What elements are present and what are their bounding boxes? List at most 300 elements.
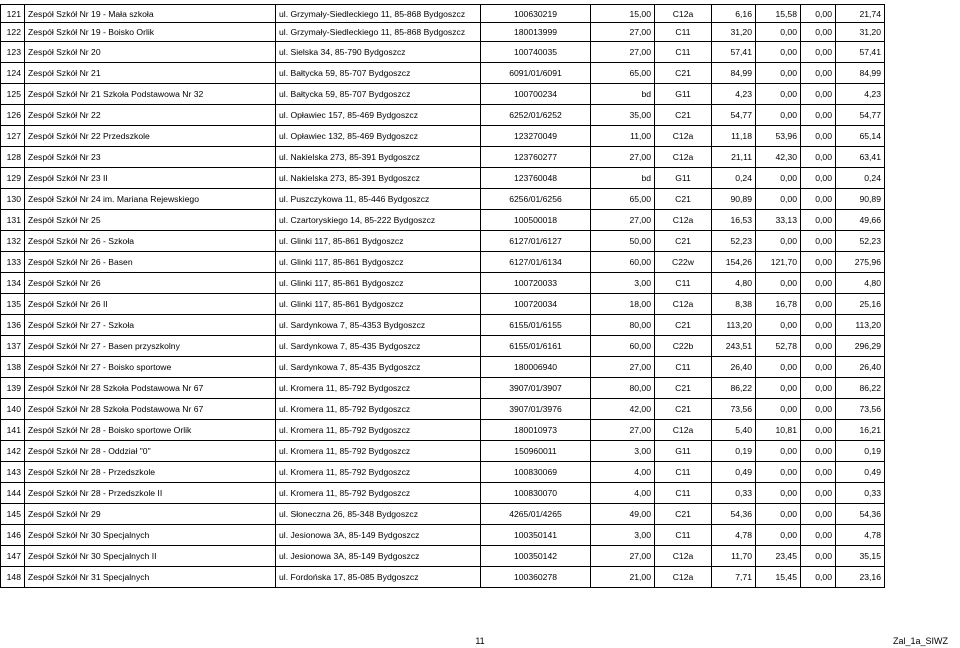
cell-meter: 123270049	[480, 126, 590, 146]
cell-power: 27,00	[590, 420, 654, 440]
cell-val3: 0,00	[800, 42, 835, 62]
cell-meter: 100830069	[480, 462, 590, 482]
cell-meter: 6256/01/6256	[480, 189, 590, 209]
cell-name: Zespół Szkół Nr 31 Specjalnych	[24, 567, 275, 587]
cell-meter: 4265/01/4265	[480, 504, 590, 524]
cell-power: bd	[590, 168, 654, 188]
cell-val3: 0,00	[800, 126, 835, 146]
cell-val2: 0,00	[755, 189, 800, 209]
cell-val1: 8,38	[711, 294, 755, 314]
cell-meter: 100500018	[480, 210, 590, 230]
cell-address: ul. Czartoryskiego 14, 85-222 Bydgoszcz	[275, 210, 480, 230]
cell-tariff: C11	[654, 462, 711, 482]
cell-val1: 5,40	[711, 420, 755, 440]
cell-val1: 90,89	[711, 189, 755, 209]
cell-meter: 100700234	[480, 84, 590, 104]
table-row	[0, 378, 885, 399]
cell-tariff: C21	[654, 504, 711, 524]
cell-val2: 52,78	[755, 336, 800, 356]
table-row	[0, 84, 885, 105]
cell-lp: 140	[0, 399, 24, 419]
table-row	[0, 294, 885, 315]
cell-name: Zespół Szkół Nr 28 - Przedszkole	[24, 462, 275, 482]
cell-meter: 100360278	[480, 567, 590, 587]
cell-val3: 0,00	[800, 231, 835, 251]
cell-power: 50,00	[590, 231, 654, 251]
cell-val2: 23,45	[755, 546, 800, 566]
table-row	[0, 4, 885, 23]
cell-address: ul. Glinki 117, 85-861 Bydgoszcz	[275, 252, 480, 272]
cell-val2: 0,00	[755, 399, 800, 419]
cell-address: ul. Kromera 11, 85-792 Bydgoszcz	[275, 462, 480, 482]
cell-meter: 6155/01/6155	[480, 315, 590, 335]
table-row	[0, 336, 885, 357]
cell-tariff: C22b	[654, 336, 711, 356]
cell-val1: 52,23	[711, 231, 755, 251]
cell-address: ul. Nakielska 273, 85-391 Bydgoszcz	[275, 168, 480, 188]
cell-lp: 130	[0, 189, 24, 209]
table-row	[0, 210, 885, 231]
cell-lp: 138	[0, 357, 24, 377]
cell-val1: 86,22	[711, 378, 755, 398]
cell-lp: 147	[0, 546, 24, 566]
cell-tariff: C21	[654, 231, 711, 251]
cell-val1: 0,49	[711, 462, 755, 482]
cell-val2: 0,00	[755, 378, 800, 398]
cell-total: 21,74	[835, 5, 885, 22]
cell-power: 3,00	[590, 441, 654, 461]
cell-meter: 150960011	[480, 441, 590, 461]
cell-address: ul. Glinki 117, 85-861 Bydgoszcz	[275, 231, 480, 251]
cell-address: ul. Glinki 117, 85-861 Bydgoszcz	[275, 273, 480, 293]
cell-total: 4,80	[835, 273, 885, 293]
cell-meter: 6252/01/6252	[480, 105, 590, 125]
table-row	[0, 420, 885, 441]
cell-meter: 100720034	[480, 294, 590, 314]
cell-power: 21,00	[590, 567, 654, 587]
cell-address: ul. Fordońska 17, 85-085 Bydgoszcz	[275, 567, 480, 587]
cell-val2: 0,00	[755, 504, 800, 524]
cell-total: 57,41	[835, 42, 885, 62]
page-number: 11	[475, 636, 485, 646]
cell-power: 18,00	[590, 294, 654, 314]
cell-val2: 15,58	[755, 5, 800, 22]
cell-address: ul. Jesionowa 3A, 85-149 Bydgoszcz	[275, 546, 480, 566]
cell-address: ul. Sardynkowa 7, 85-4353 Bydgoszcz	[275, 315, 480, 335]
cell-val2: 0,00	[755, 231, 800, 251]
cell-power: bd	[590, 84, 654, 104]
cell-lp: 134	[0, 273, 24, 293]
cell-lp: 143	[0, 462, 24, 482]
cell-tariff: C22w	[654, 252, 711, 272]
table-row	[0, 105, 885, 126]
cell-tariff: C12a	[654, 126, 711, 146]
cell-total: 49,66	[835, 210, 885, 230]
cell-val3: 0,00	[800, 252, 835, 272]
cell-power: 65,00	[590, 189, 654, 209]
cell-val1: 4,80	[711, 273, 755, 293]
cell-val3: 0,00	[800, 273, 835, 293]
cell-val2: 0,00	[755, 441, 800, 461]
cell-val3: 0,00	[800, 63, 835, 83]
table-row	[0, 357, 885, 378]
cell-lp: 148	[0, 567, 24, 587]
cell-power: 4,00	[590, 462, 654, 482]
cell-val2: 33,13	[755, 210, 800, 230]
cell-address: ul. Sardynkowa 7, 85-435 Bydgoszcz	[275, 336, 480, 356]
table-row	[0, 126, 885, 147]
cell-total: 0,19	[835, 441, 885, 461]
cell-address: ul. Jesionowa 3A, 85-149 Bydgoszcz	[275, 525, 480, 545]
cell-tariff: C12a	[654, 567, 711, 587]
cell-lp: 129	[0, 168, 24, 188]
cell-meter: 6155/01/6161	[480, 336, 590, 356]
cell-total: 54,36	[835, 504, 885, 524]
cell-val3: 0,00	[800, 147, 835, 167]
cell-name: Zespół Szkół Nr 27 - Szkoła	[24, 315, 275, 335]
cell-tariff: C11	[654, 357, 711, 377]
cell-name: Zespół Szkół Nr 28 - Oddział "0"	[24, 441, 275, 461]
cell-val1: 0,24	[711, 168, 755, 188]
cell-total: 31,20	[835, 23, 885, 41]
cell-meter: 6127/01/6127	[480, 231, 590, 251]
cell-address: ul. Słoneczna 26, 85-348 Bydgoszcz	[275, 504, 480, 524]
cell-name: Zespół Szkół Nr 28 Szkoła Podstawowa Nr 67	[24, 399, 275, 419]
cell-val2: 42,30	[755, 147, 800, 167]
cell-tariff: C11	[654, 525, 711, 545]
cell-power: 15,00	[590, 5, 654, 22]
cell-total: 23,16	[835, 567, 885, 587]
cell-val3: 0,00	[800, 189, 835, 209]
cell-tariff: C12a	[654, 5, 711, 22]
cell-val2: 0,00	[755, 23, 800, 41]
cell-name: Zespół Szkół Nr 30 Specjalnych II	[24, 546, 275, 566]
cell-val1: 54,36	[711, 504, 755, 524]
cell-meter: 100830070	[480, 483, 590, 503]
cell-val1: 16,53	[711, 210, 755, 230]
cell-val1: 113,20	[711, 315, 755, 335]
cell-tariff: C12a	[654, 294, 711, 314]
cell-address: ul. Kromera 11, 85-792 Bydgoszcz	[275, 441, 480, 461]
cell-val2: 0,00	[755, 63, 800, 83]
cell-val3: 0,00	[800, 567, 835, 587]
cell-total: 16,21	[835, 420, 885, 440]
document-code: Zal_1a_SIWZ	[892, 636, 948, 646]
cell-val1: 11,18	[711, 126, 755, 146]
cell-total: 0,24	[835, 168, 885, 188]
cell-val2: 0,00	[755, 168, 800, 188]
cell-val2: 121,70	[755, 252, 800, 272]
cell-meter: 180010973	[480, 420, 590, 440]
cell-val2: 53,96	[755, 126, 800, 146]
cell-lp: 142	[0, 441, 24, 461]
cell-lp: 121	[0, 5, 24, 22]
cell-meter: 180006940	[480, 357, 590, 377]
cell-val1: 4,23	[711, 84, 755, 104]
cell-meter: 123760048	[480, 168, 590, 188]
cell-val3: 0,00	[800, 336, 835, 356]
cell-val3: 0,00	[800, 294, 835, 314]
cell-val3: 0,00	[800, 315, 835, 335]
cell-tariff: G11	[654, 441, 711, 461]
cell-power: 4,00	[590, 483, 654, 503]
cell-tariff: C11	[654, 483, 711, 503]
cell-meter: 123760277	[480, 147, 590, 167]
cell-tariff: C12a	[654, 147, 711, 167]
cell-total: 90,89	[835, 189, 885, 209]
cell-val3: 0,00	[800, 504, 835, 524]
table-row	[0, 23, 885, 42]
cell-address: ul. Opławiec 132, 85-469 Bydgoszcz	[275, 126, 480, 146]
cell-val3: 0,00	[800, 357, 835, 377]
cell-total: 296,29	[835, 336, 885, 356]
cell-name: Zespół Szkół Nr 19 - Boisko Orlik	[24, 23, 275, 41]
cell-name: Zespół Szkół Nr 22	[24, 105, 275, 125]
cell-name: Zespół Szkół Nr 23	[24, 147, 275, 167]
cell-meter: 100740035	[480, 42, 590, 62]
cell-total: 73,56	[835, 399, 885, 419]
cell-val1: 6,16	[711, 5, 755, 22]
table-row	[0, 63, 885, 84]
cell-meter: 100720033	[480, 273, 590, 293]
table-row	[0, 567, 885, 588]
cell-address: ul. Bałtycka 59, 85-707 Bydgoszcz	[275, 84, 480, 104]
cell-lp: 136	[0, 315, 24, 335]
table-row	[0, 525, 885, 546]
cell-name: Zespół Szkół Nr 22 Przedszkole	[24, 126, 275, 146]
cell-lp: 128	[0, 147, 24, 167]
cell-lp: 141	[0, 420, 24, 440]
cell-name: Zespół Szkół Nr 26	[24, 273, 275, 293]
cell-total: 25,16	[835, 294, 885, 314]
cell-tariff: G11	[654, 168, 711, 188]
cell-name: Zespół Szkół Nr 26 II	[24, 294, 275, 314]
cell-power: 60,00	[590, 336, 654, 356]
cell-val2: 0,00	[755, 462, 800, 482]
cell-address: ul. Opławiec 157, 85-469 Bydgoszcz	[275, 105, 480, 125]
cell-lp: 145	[0, 504, 24, 524]
cell-address: ul. Bałtycka 59, 85-707 Bydgoszcz	[275, 63, 480, 83]
cell-total: 84,99	[835, 63, 885, 83]
cell-address: ul. Kromera 11, 85-792 Bydgoszcz	[275, 483, 480, 503]
cell-val1: 0,19	[711, 441, 755, 461]
cell-name: Zespół Szkół Nr 26 - Szkoła	[24, 231, 275, 251]
cell-val3: 0,00	[800, 399, 835, 419]
cell-lp: 124	[0, 63, 24, 83]
cell-lp: 131	[0, 210, 24, 230]
cell-val3: 0,00	[800, 5, 835, 22]
cell-power: 27,00	[590, 147, 654, 167]
cell-val1: 243,51	[711, 336, 755, 356]
cell-power: 3,00	[590, 273, 654, 293]
cell-total: 52,23	[835, 231, 885, 251]
cell-val1: 0,33	[711, 483, 755, 503]
cell-lp: 137	[0, 336, 24, 356]
cell-total: 113,20	[835, 315, 885, 335]
cell-tariff: C12a	[654, 546, 711, 566]
cell-power: 27,00	[590, 210, 654, 230]
cell-total: 86,22	[835, 378, 885, 398]
cell-val1: 7,71	[711, 567, 755, 587]
cell-name: Zespół Szkół Nr 20	[24, 42, 275, 62]
cell-tariff: C11	[654, 273, 711, 293]
cell-tariff: C21	[654, 315, 711, 335]
cell-address: ul. Puszczykowa 11, 85-446 Bydgoszcz	[275, 189, 480, 209]
cell-name: Zespół Szkół Nr 28 - Przedszkole II	[24, 483, 275, 503]
cell-name: Zespół Szkół Nr 30 Specjalnych	[24, 525, 275, 545]
cell-val1: 31,20	[711, 23, 755, 41]
cell-total: 4,23	[835, 84, 885, 104]
cell-tariff: C21	[654, 378, 711, 398]
cell-name: Zespół Szkół Nr 28 Szkoła Podstawowa Nr 67	[24, 378, 275, 398]
cell-power: 11,00	[590, 126, 654, 146]
cell-val3: 0,00	[800, 483, 835, 503]
table-row	[0, 441, 885, 462]
cell-meter: 6091/01/6091	[480, 63, 590, 83]
cell-name: Zespół Szkół Nr 27 - Boisko sportowe	[24, 357, 275, 377]
cell-power: 35,00	[590, 105, 654, 125]
cell-val3: 0,00	[800, 420, 835, 440]
cell-val1: 73,56	[711, 399, 755, 419]
cell-address: ul. Sardynkowa 7, 85-435 Bydgoszcz	[275, 357, 480, 377]
cell-lp: 144	[0, 483, 24, 503]
cell-meter: 100630219	[480, 5, 590, 22]
cell-lp: 127	[0, 126, 24, 146]
cell-address: ul. Kromera 11, 85-792 Bydgoszcz	[275, 378, 480, 398]
cell-tariff: C21	[654, 399, 711, 419]
cell-val2: 0,00	[755, 42, 800, 62]
cell-lp: 132	[0, 231, 24, 251]
cell-lp: 126	[0, 105, 24, 125]
table-row	[0, 231, 885, 252]
cell-address: ul. Kromera 11, 85-792 Bydgoszcz	[275, 399, 480, 419]
cell-meter: 3907/01/3976	[480, 399, 590, 419]
cell-lp: 122	[0, 23, 24, 41]
cell-val1: 154,26	[711, 252, 755, 272]
cell-name: Zespół Szkół Nr 21 Szkoła Podstawowa Nr 32	[24, 84, 275, 104]
cell-meter: 100350142	[480, 546, 590, 566]
cell-val3: 0,00	[800, 84, 835, 104]
cell-tariff: C12a	[654, 210, 711, 230]
table-row	[0, 483, 885, 504]
cell-val3: 0,00	[800, 210, 835, 230]
cell-tariff: C21	[654, 189, 711, 209]
cell-power: 65,00	[590, 63, 654, 83]
cell-name: Zespół Szkół Nr 28 - Boisko sportowe Orlik	[24, 420, 275, 440]
cell-val2: 0,00	[755, 84, 800, 104]
cell-total: 54,77	[835, 105, 885, 125]
cell-name: Zespół Szkół Nr 25	[24, 210, 275, 230]
cell-name: Zespół Szkół Nr 29	[24, 504, 275, 524]
table-row	[0, 189, 885, 210]
cell-val2: 0,00	[755, 105, 800, 125]
cell-power: 49,00	[590, 504, 654, 524]
cell-power: 27,00	[590, 357, 654, 377]
cell-lp: 123	[0, 42, 24, 62]
table-row	[0, 42, 885, 63]
cell-power: 42,00	[590, 399, 654, 419]
cell-total: 63,41	[835, 147, 885, 167]
cell-power: 80,00	[590, 315, 654, 335]
table-row	[0, 168, 885, 189]
cell-val2: 0,00	[755, 483, 800, 503]
cell-name: Zespół Szkół Nr 23 II	[24, 168, 275, 188]
cell-val2: 0,00	[755, 525, 800, 545]
cell-power: 27,00	[590, 23, 654, 41]
cell-total: 275,96	[835, 252, 885, 272]
cell-power: 60,00	[590, 252, 654, 272]
cell-total: 0,33	[835, 483, 885, 503]
cell-val1: 4,78	[711, 525, 755, 545]
cell-val3: 0,00	[800, 441, 835, 461]
cell-name: Zespół Szkół Nr 19 - Mała szkoła	[24, 5, 275, 22]
cell-lp: 125	[0, 84, 24, 104]
cell-name: Zespół Szkół Nr 24 im. Mariana Rejewskiego	[24, 189, 275, 209]
cell-val3: 0,00	[800, 546, 835, 566]
table-row	[0, 546, 885, 567]
cell-lp: 133	[0, 252, 24, 272]
cell-val2: 16,78	[755, 294, 800, 314]
cell-lp: 139	[0, 378, 24, 398]
cell-name: Zespół Szkół Nr 27 - Basen przyszkolny	[24, 336, 275, 356]
cell-val2: 10,81	[755, 420, 800, 440]
table-row	[0, 252, 885, 273]
cell-val1: 11,70	[711, 546, 755, 566]
cell-val1: 84,99	[711, 63, 755, 83]
cell-lp: 146	[0, 525, 24, 545]
cell-val3: 0,00	[800, 23, 835, 41]
cell-total: 26,40	[835, 357, 885, 377]
cell-val1: 21,11	[711, 147, 755, 167]
table-row	[0, 273, 885, 294]
cell-tariff: C21	[654, 63, 711, 83]
cell-val3: 0,00	[800, 105, 835, 125]
cell-val3: 0,00	[800, 525, 835, 545]
cell-val1: 26,40	[711, 357, 755, 377]
table-row	[0, 462, 885, 483]
cell-val3: 0,00	[800, 462, 835, 482]
cell-address: ul. Grzymały-Siedleckiego 11, 85-868 Bydgoszcz	[275, 5, 480, 22]
cell-power: 80,00	[590, 378, 654, 398]
cell-meter: 6127/01/6134	[480, 252, 590, 272]
cell-total: 35,15	[835, 546, 885, 566]
cell-val2: 0,00	[755, 357, 800, 377]
cell-val2: 15,45	[755, 567, 800, 587]
cell-val2: 0,00	[755, 273, 800, 293]
cell-val3: 0,00	[800, 378, 835, 398]
table-row	[0, 147, 885, 168]
cell-address: ul. Grzymały-Siedleckiego 11, 85-868 Bydgoszcz	[275, 23, 480, 41]
table-row	[0, 504, 885, 525]
cell-name: Zespół Szkół Nr 26 - Basen	[24, 252, 275, 272]
cell-lp: 135	[0, 294, 24, 314]
cell-val3: 0,00	[800, 168, 835, 188]
cell-address: ul. Kromera 11, 85-792 Bydgoszcz	[275, 420, 480, 440]
cell-power: 27,00	[590, 546, 654, 566]
cell-tariff: C21	[654, 105, 711, 125]
cell-meter: 100350141	[480, 525, 590, 545]
cell-tariff: C11	[654, 23, 711, 41]
cell-address: ul. Nakielska 273, 85-391 Bydgoszcz	[275, 147, 480, 167]
cell-power: 27,00	[590, 42, 654, 62]
cell-total: 4,78	[835, 525, 885, 545]
cell-name: Zespół Szkół Nr 21	[24, 63, 275, 83]
cell-tariff: G11	[654, 84, 711, 104]
cell-power: 3,00	[590, 525, 654, 545]
cell-meter: 3907/01/3907	[480, 378, 590, 398]
cell-tariff: C12a	[654, 420, 711, 440]
cell-val1: 57,41	[711, 42, 755, 62]
